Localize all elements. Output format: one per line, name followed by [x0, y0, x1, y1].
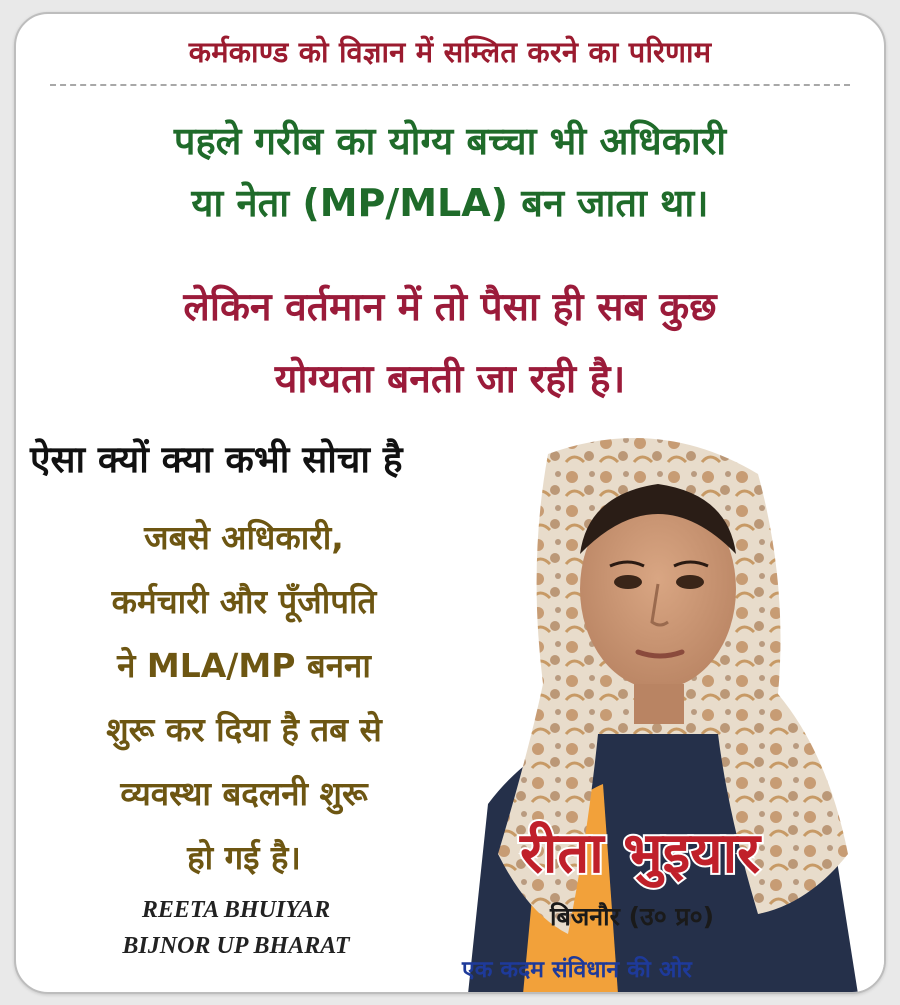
divider	[50, 84, 850, 86]
green-line-2: या नेता (MP/MLA) बन जाता था।	[191, 181, 709, 225]
question-text: ऐसा क्यों क्या कभी सोचा है	[30, 438, 403, 481]
maroon-line-2: योग्यता बनती जा रही है।	[274, 357, 626, 402]
olive-line-2: कर्मचारी और पूँजीपति	[111, 582, 377, 621]
maroon-statement	[16, 272, 884, 416]
signature-line-2: BIJNOR UP BHARAT	[122, 933, 350, 959]
green-statement	[16, 110, 884, 234]
signature	[46, 892, 426, 964]
headline: कर्मकाण्ड को विज्ञान में सम्लित करने का परिणाम	[188, 35, 712, 69]
olive-statement	[34, 506, 454, 890]
green-line-1: पहले गरीब का योग्य बच्चा भी अधिकारी	[173, 119, 727, 163]
footer-slogan: एक कदम संविधान की ओर	[462, 957, 692, 983]
signature-line-1: REETA BHUIYAR	[141, 897, 331, 923]
poster	[14, 12, 886, 994]
name-art-text: रीता भुइयार	[519, 821, 761, 886]
name-art	[450, 814, 830, 898]
place-label: बिजनौर (उ० प्र०)	[550, 902, 715, 931]
olive-line-6: हो गई है।	[187, 838, 301, 877]
olive-line-4: शुरू कर दिया है तब से	[106, 710, 382, 749]
olive-line-1: जबसे अधिकारी,	[144, 518, 344, 557]
olive-line-3: ने MLA/MP बनना	[117, 646, 371, 685]
maroon-line-1: लेकिन वर्तमान में तो पैसा ही सब कुछ	[183, 285, 717, 330]
olive-line-5: व्यवस्था बदलनी शुरू	[120, 774, 368, 813]
